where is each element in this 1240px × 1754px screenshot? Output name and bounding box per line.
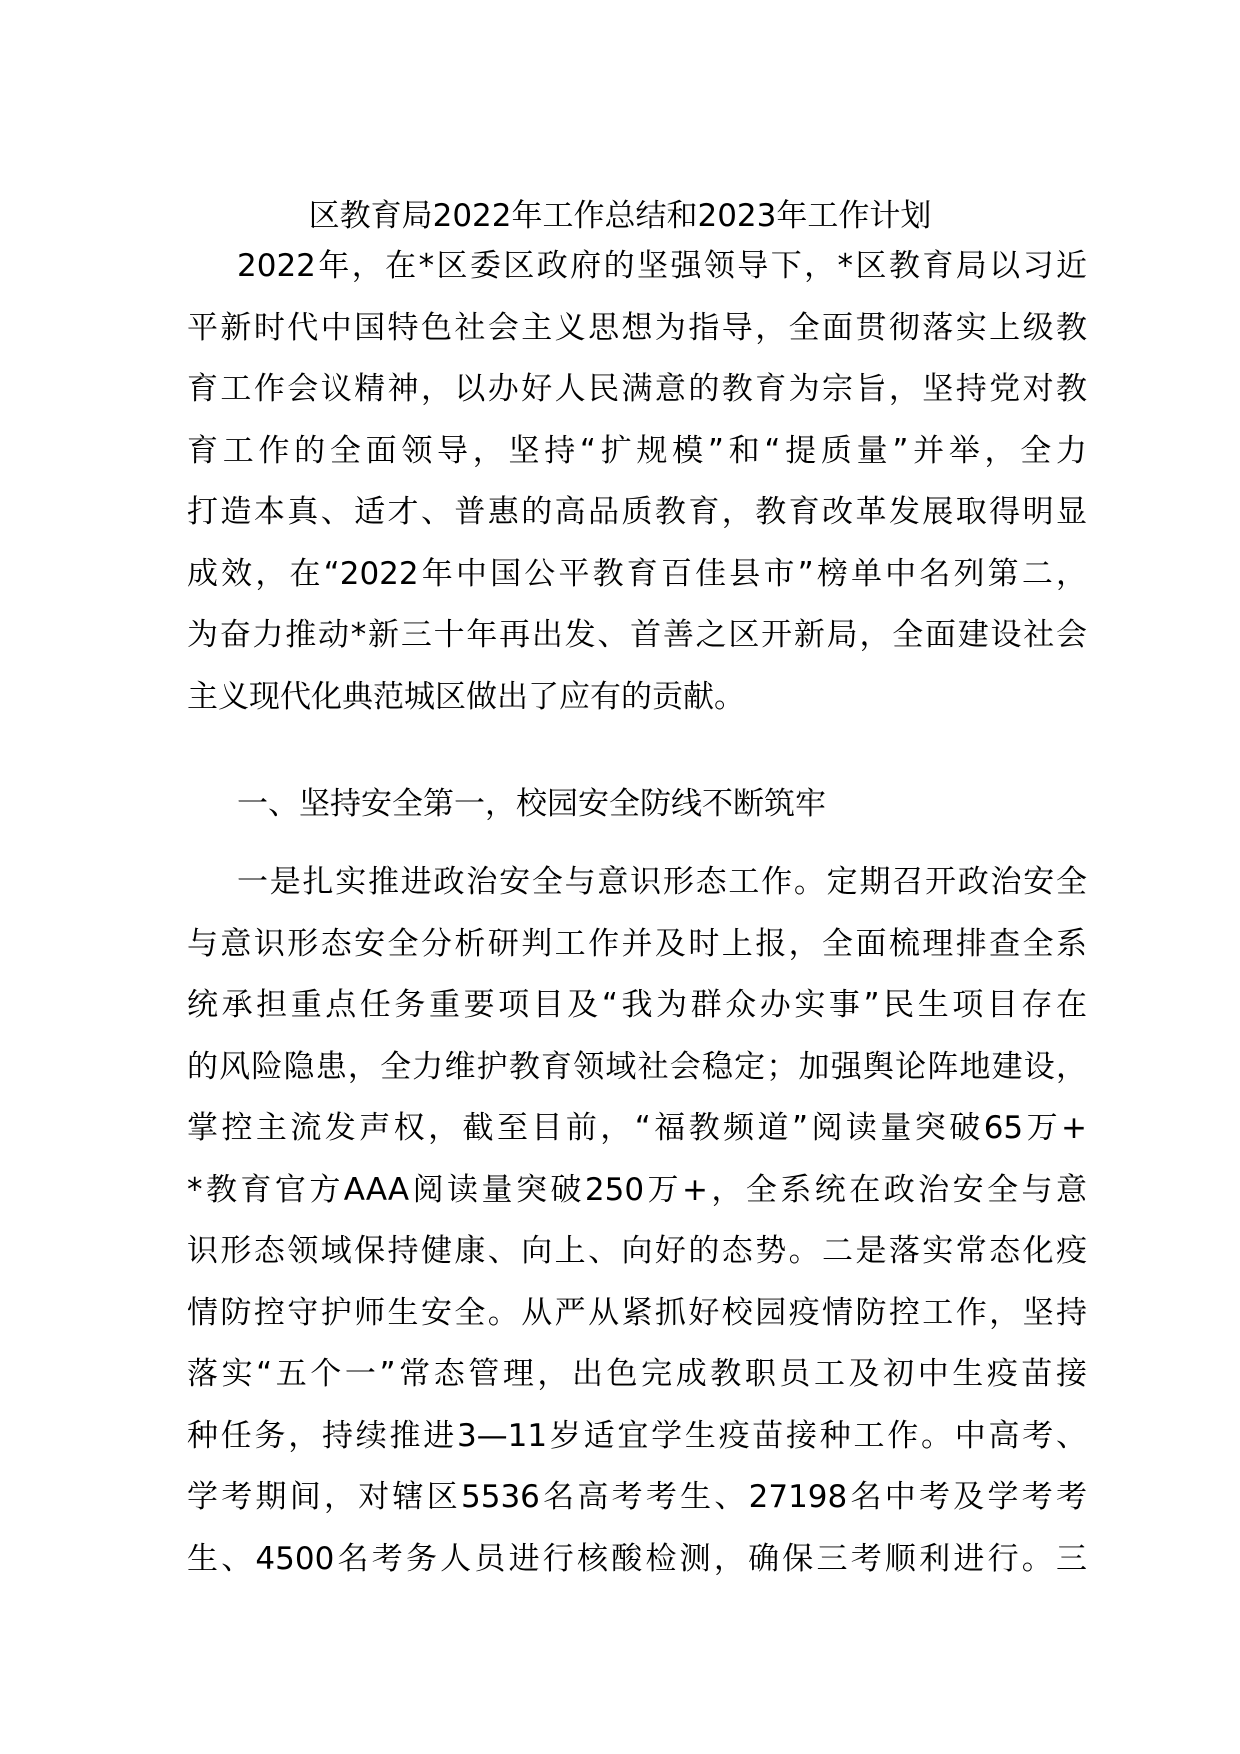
paragraph-line: 种任务，持续推进3—11岁适宜学生疫苗接种工作。中高考、 (187, 1417, 1087, 1454)
section1-paragraph (187, 852, 1087, 1590)
paragraph-line: 为奋力推动*新三十年再出发、首善之区开新局，全面建设社会 (187, 617, 1087, 653)
paragraph-line: 育工作的全面领导，坚持“扩规模”和“提质量”并举，全力 (187, 432, 1087, 469)
paragraph-line: 一是扎实推进政治安全与意识形态工作。定期召开政治安全 (237, 864, 1087, 900)
paragraph-line: 与意识形态安全分析研判工作并及时上报，全面梳理排查全系 (187, 925, 1087, 962)
paragraph-line: 落实“五个一”常态管理，出色完成教职员工及初中生疫苗接 (187, 1356, 1087, 1392)
paragraph-line: 成效，在“2022年中国公平教育百佳县市”榜单中名列第二， (187, 555, 1087, 592)
paragraph-line: 平新时代中国特色社会主义思想为指导，全面贯彻落实上级教 (187, 309, 1087, 346)
paragraph-line: 学考期间，对辖区5536名高考考生、27198名中考及学考考 (187, 1479, 1087, 1515)
paragraph-line: 育工作会议精神，以办好人民满意的教育为宗旨，坚持党对教 (187, 371, 1087, 407)
paragraph-line: 生、4500名考务人员进行核酸检测，确保三考顺利进行。三 (187, 1540, 1087, 1577)
paragraph-line: 统承担重点任务重要项目及“我为群众办实事”民生项目存在 (187, 987, 1087, 1023)
paragraph-line: 主义现代化典范城区做出了应有的贡献。 (187, 678, 745, 715)
paragraph-line: *教育官方AAA阅读量突破250万+，全系统在政治安全与意 (187, 1171, 1087, 1208)
paragraph-line: 打造本真、适才、普惠的高品质教育，教育改革发展取得明显 (187, 494, 1087, 530)
paragraph-line: 情防控守护师生安全。从严从紧抓好校园疫情防控工作，坚持 (187, 1294, 1087, 1331)
intro-paragraph (187, 236, 1087, 728)
paragraph-line: 的风险隐患，全力维护教育领域社会稳定；加强舆论阵地建设， (187, 1048, 1087, 1085)
paragraph-line: 2022年，在*区委区政府的坚强领导下，*区教育局以习近 (237, 248, 1087, 284)
paragraph-line: 识形态领域保持健康、向上、向好的态势。二是落实常态化疫 (187, 1233, 1087, 1269)
document-title: 区教育局2022年工作总结和2023年工作计划 (308, 198, 932, 234)
paragraph-line: 掌控主流发声权，截至目前，“福教频道”阅读量突破65万+ (187, 1110, 1087, 1146)
section-heading: 一、坚持安全第一，校园安全防线不断筑牢 (237, 786, 826, 822)
